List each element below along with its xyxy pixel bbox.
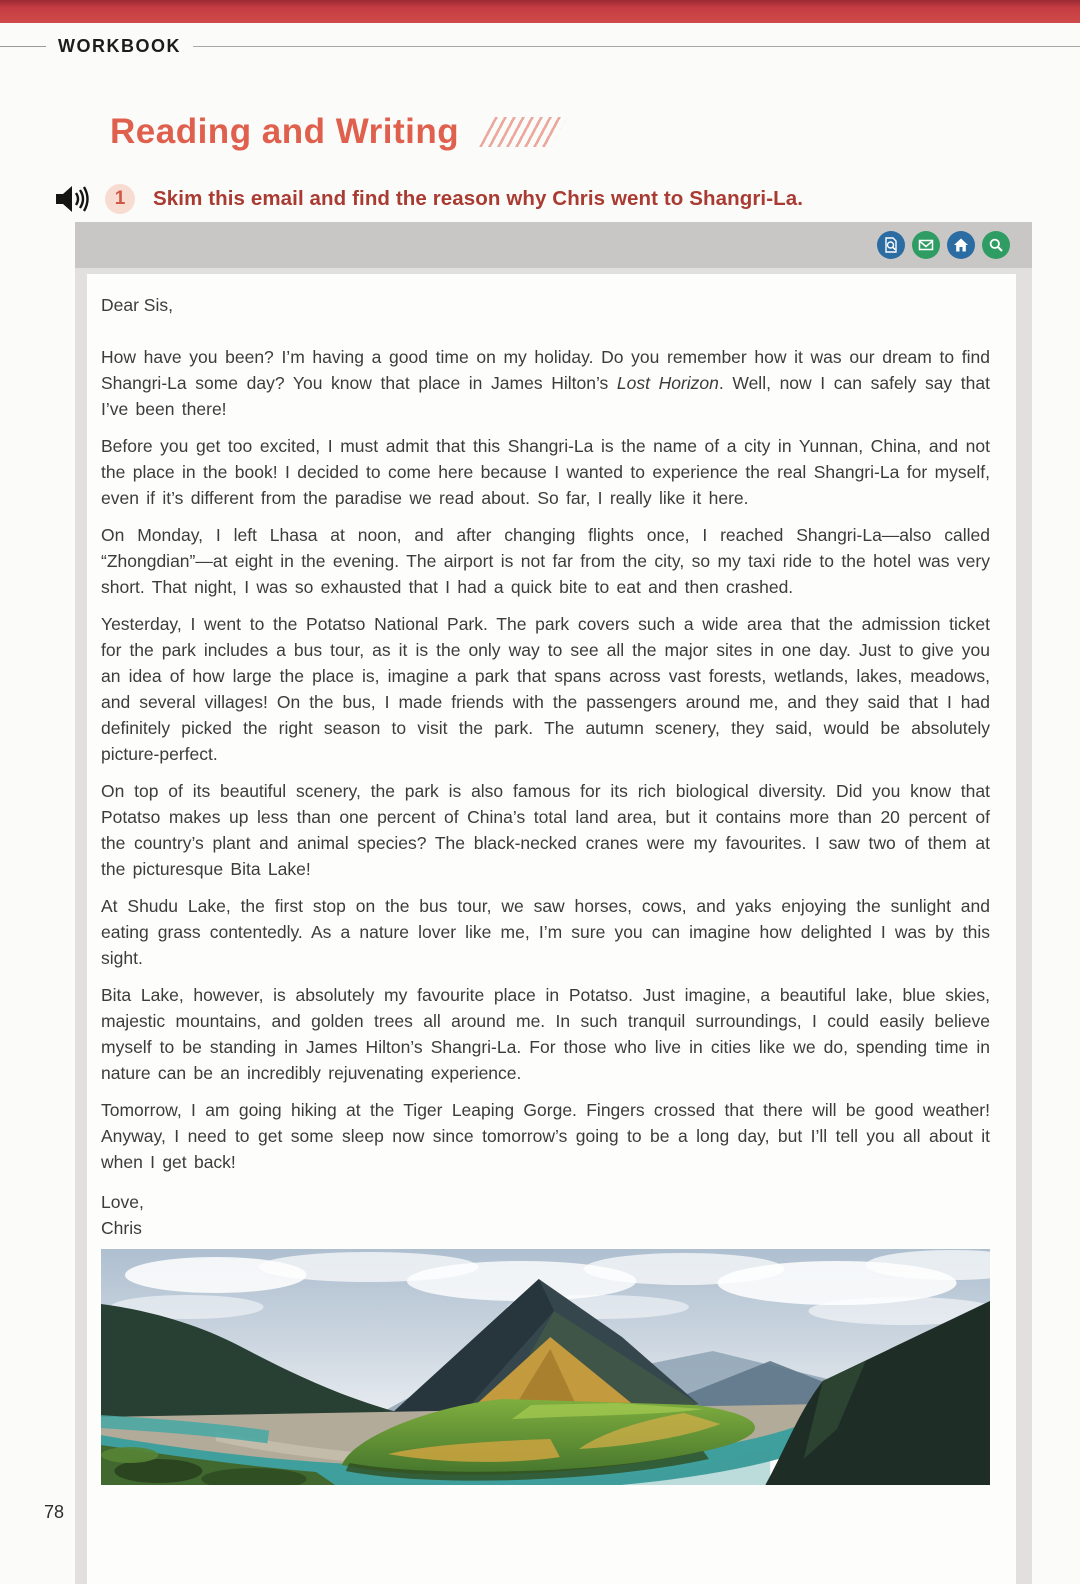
page-number: 78 [44,1502,65,1522]
exercise-instruction: Skim this email and find the reason why Chris went to Shangri-La. [153,187,804,210]
exercise-number-badge: 1 [105,184,135,214]
exercise-header [55,184,1080,214]
email-paragraph: On top of its beautiful scenery, the park is also famous for its rich biological diversity. Did you know that Potatso makes up less than one percent of China’s total land area, but it contains more than 20 percent of the country’s plant and animal species? The black-necked cranes were my favourites. I saw two of them at the picturesque Bita Lake! [101,781,990,879]
workbook-header-row [0,36,1080,57]
email-paragraph: On Monday, I left Lhasa at noon, and after changing flights once, I reached Shangri-La—also called “Zhongdian”—at eight in the evening. The airport is not far from the city, so my taxi ride to the hotel was very short. That night, I was so exhausted that I had a quick bite to eat and then crashed. [101,525,990,597]
email-body [87,274,1016,1584]
header-rule-left [0,46,46,47]
document-search-icon[interactable] [877,231,905,259]
email-toolbar [75,222,1032,268]
title-hatch-decoration [479,117,567,147]
email-paragraph: Before you get too excited, I must admit that this Shangri-La is the name of a city in Yunnan, China, and not the place in the book! I decided to come here because I wanted to experience the real Shangri-La for myself, even if it’s different from the paradise we read about. So far, I really like it here. [101,436,990,508]
top-banner [0,0,1080,23]
header-rule-right [193,46,1080,47]
email-signature: Chris [101,1218,142,1238]
email-window [75,222,1032,1584]
email-closing: Love, [101,1192,144,1212]
home-icon[interactable] [947,231,975,259]
mail-icon[interactable] [912,231,940,259]
page-title: Reading and Writing [110,112,460,151]
email-paragraph: At Shudu Lake, the first stop on the bus tour, we saw horses, cows, and yaks enjoying the sunlight and eating grass contentedly. As a nature lover like me, I’m sure you can imagine how delighted I was by this sight. [101,896,990,968]
email-paragraph: Bita Lake, however, is absolutely my favourite place in Potatso. Just imagine, a beautiful lake, blue skies, majestic mountains, and golden trees all around me. In such tranquil surroundings, I could easily believe myself to be standing in James Hilton’s Shangri-La. For those who live in cities like we do, spending time in nature can be an incredibly rejuvenating experience. [101,985,990,1083]
workbook-header: WORKBOOK [58,36,181,56]
search-icon[interactable] [982,231,1010,259]
email-paragraph: Yesterday, I went to the Potatso National Park. The park covers such a wide area that the admission ticket for the park includes a bus tour, as it is the only way to see all the major sites in one day. Just to give you an idea of how large the place is, imagine a park that spans across vast forests, wetlands, lakes, meadows, and several villages! On the bus, I made friends with the passengers around me, and they said that I had definitely picked the right season to visit the park. The autumn scenery, they said, would be absolutely picture-perfect. [101,614,990,764]
river-bend-landscape-photo [101,1249,990,1485]
email-paragraph: How have you been? I’m having a good time on my holiday. Do you remember how it was our dream to find Shangri-La some day? You know that place in James Hilton’s Lost Horizon. Well, now I can safely say that I’ve been there! [101,347,990,419]
email-paragraphs [101,344,990,1175]
section-title-row [110,112,1080,152]
speaker-icon [55,184,91,214]
email-greeting: Dear Sis, [101,295,173,315]
email-paragraph: Tomorrow, I am going hiking at the Tiger Leaping Gorge. Fingers crossed that there will be good weather! Anyway, I need to get some sleep now since tomorrow’s going to be a long day, but I’ll tell you all about it when I get back! [101,1100,990,1172]
